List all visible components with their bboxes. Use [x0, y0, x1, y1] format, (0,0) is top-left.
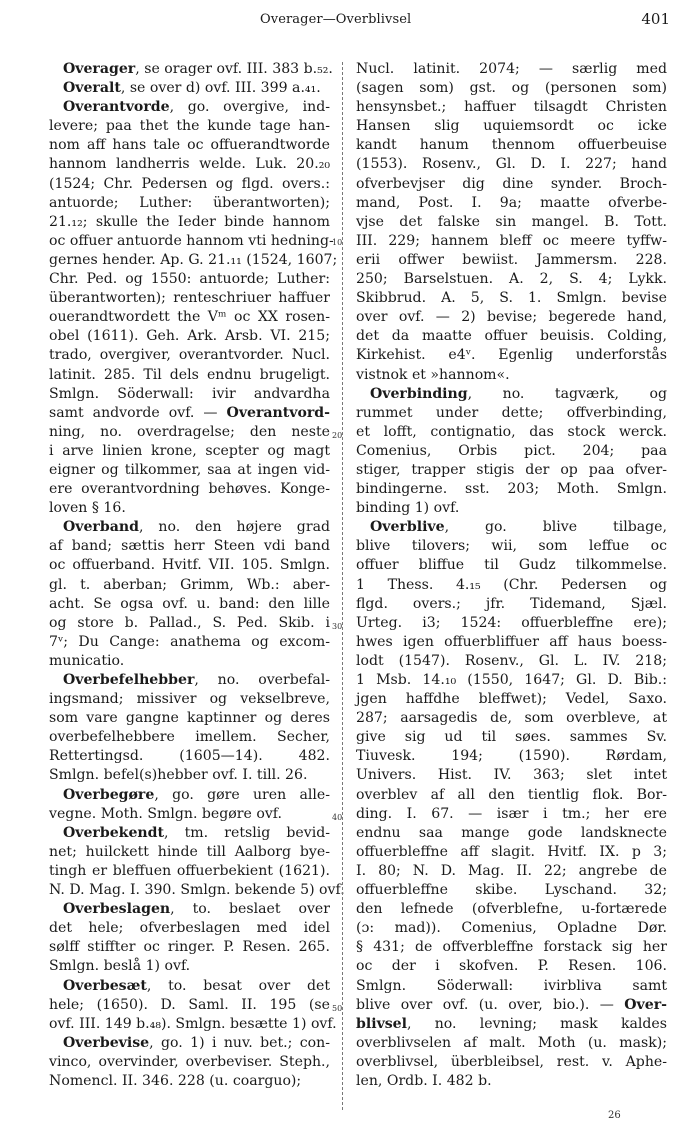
text-line: acht. Se ogsa ovf. u. band: den lille	[49, 595, 330, 612]
text-line: ofverbevjser dig dine synder. Broch-	[356, 175, 667, 192]
text-line: Kirkehist. e4ᵛ. Egenlig underforstås	[356, 347, 667, 364]
lemma-headword: Overblive	[370, 519, 445, 536]
text-line: trado, overgiver, overantvorder. Nucl.	[49, 347, 330, 364]
text-line: ovf. III. 149 b.₄₈). Smlgn. besætte 1) ovf.	[49, 1015, 337, 1032]
text-line: 7ᵛ; Du Cange: anathema og excom-	[49, 633, 330, 650]
text-line: give sig ud til søes. sammes Sv.	[356, 729, 667, 746]
text-line: som vare gangne kaptinner og deres	[49, 710, 330, 727]
text-line: Overbevise, go. 1) i nuv. bet.; con-	[63, 1034, 330, 1051]
text-line: Smlgn. beslå 1) ovf.	[49, 958, 191, 975]
text-line: vegne. Moth. Smlgn. begøre ovf.	[49, 805, 282, 822]
text-line: vinco, overvinder, overbeviser. Steph.,	[49, 1053, 330, 1070]
text-line: I. 80; N. D. Mag. II. 22; angrebe de	[356, 862, 667, 879]
text-line: Urteg. i3; 1524: offuerbleffne ere);	[356, 614, 667, 631]
text-line: Smlgn. Söderwall: ivir andvardha	[49, 385, 330, 402]
text-line: lodt (1547). Rosenv., Gl. L. IV. 218;	[356, 652, 667, 669]
text-line: (ɔ: mad)). Comenius, Opladne Dør.	[356, 920, 667, 937]
text-line: offuerbleffne aff slagit. Hvitf. IX. p 3;	[356, 843, 667, 860]
running-title: Overager—Overblivsel	[260, 12, 412, 27]
margin-line-number: 40	[332, 813, 343, 822]
text-line: Hansen slig uquiemsordt oc icke	[356, 118, 667, 135]
text-line: binding 1) ovf.	[356, 500, 460, 517]
text-line: len, Ordb. I. 482 b.	[356, 1072, 492, 1089]
text-line: af band; sættis herr Steen vdi band	[49, 538, 330, 555]
text-line: latinit. 285. Til dels endnu brugeligt.	[49, 366, 330, 383]
text-line: et lofft, contignatio, das stock werck.	[356, 423, 667, 440]
signature-mark: 26	[608, 1110, 621, 1121]
text-line: overblivselen af malt. Moth (u. mask);	[356, 1034, 667, 1051]
text-line: jgen haffdhe bleffwet); Vedel, Saxo.	[356, 691, 667, 708]
lemma-headword: Overband	[63, 519, 139, 536]
lemma-headword: Overbevise	[63, 1034, 150, 1051]
text-line: obel (1611). Geh. Ark. Arsb. VI. 215;	[49, 328, 330, 345]
lemma-headword: Overantvord-	[226, 404, 331, 421]
lemma-headword: Overbinding	[370, 385, 468, 402]
text-line: hele; (1650). D. Saml. II. 195 (se	[49, 996, 330, 1013]
text-line: Overbefelhebber, no. overbefal-	[63, 672, 330, 688]
text-line: oc offuer antuorde hannom vti hedning-	[49, 232, 334, 249]
text-line: Overbegøre, go. gøre uren alle-	[63, 786, 330, 803]
text-line: Overblive, go. blive tilbage,	[370, 519, 667, 536]
text-line: rummet under dette; offverbinding,	[356, 404, 667, 421]
text-line: N. D. Mag. I. 390. Smlgn. bekende 5) ovf.	[49, 882, 345, 899]
text-line: Univers. Hist. IV. 363; slet intet	[356, 767, 667, 784]
text-line: kandt hanum thennom offuerbeuise	[356, 137, 667, 154]
lemma-headword: Overbesæt	[63, 977, 147, 994]
text-line: flgd. overs.; jfr. Tidemand, Sjæl.	[356, 595, 667, 612]
text-line: ere overantvordning behøves. Konge-	[49, 481, 330, 498]
column-divider	[342, 62, 343, 1110]
text-line: levere; paa thet the kunde tage han-	[49, 118, 330, 135]
text-line: vistnok et »hannom«.	[356, 366, 510, 383]
text-line: oc der i skofven. P. Resen. 106.	[356, 958, 667, 975]
text-line: samt andvorde ovf. — Overantvord-	[49, 404, 331, 421]
text-line: Nomencl. II. 346. 228 (u. coarguo);	[49, 1072, 302, 1089]
text-line: hwes igen offuerbliffuer aff haus boess-	[356, 633, 667, 650]
text-line: Overbeslagen, to. beslaet over	[63, 901, 330, 918]
text-line: offuer bliffue til Gudz tilkommelse.	[356, 557, 667, 574]
text-line: oc offuerband. Hvitf. VII. 105. Smlgn.	[49, 557, 330, 574]
text-line: loven § 16.	[49, 500, 126, 517]
text-line: overblivsel, überbleibsel, rest. v. Aphe-	[356, 1053, 667, 1070]
lemma-headword: Overager	[63, 61, 136, 77]
text-line: municatio.	[49, 652, 125, 669]
lemma-headword: Overalt	[63, 80, 121, 97]
text-line: Comenius, Orbis pict. 204; paa	[356, 442, 667, 459]
text-line: (1524; Chr. Pedersen og flgd. overs.:	[49, 175, 330, 192]
lemma-headword: Overantvorde	[63, 99, 170, 116]
text-line: ingsmand; missiver og vekselbreve,	[49, 691, 330, 708]
lemma-headword: Overbeslagen	[63, 901, 171, 918]
text-line: nom aff hans tale oc offuerandtworde	[49, 137, 330, 154]
text-line: antuorde; Luther: überantworten);	[49, 194, 330, 211]
text-line: hannom landherris welde. Luk. 20.₂₀	[49, 156, 330, 173]
page-number: 401	[641, 10, 670, 28]
margin-line-number: 30	[332, 622, 343, 631]
text-line: ouerandtwordett the Vᵐ oc XX rosen-	[49, 309, 330, 326]
text-line: Rettertingsd. (1605—14). 482.	[49, 748, 330, 765]
text-line: Smlgn. befel(s)hebber ovf. I. till. 26.	[49, 767, 308, 784]
text-line: Overalt, se over d) ovf. III. 399 a.₄₁.	[63, 80, 321, 97]
text-line: vjse det falske sin mangel. B. Tott.	[356, 213, 667, 230]
text-line: net; huilckett hinde till Aalborg bye-	[49, 843, 330, 860]
lemma-headword: Overbekendt	[63, 824, 165, 841]
text-line: det da maatte offuer beuisis. Colding,	[356, 328, 667, 345]
lemma-headword: Overbefelhebber	[63, 672, 195, 688]
right-column	[356, 60, 667, 1091]
text-line: overblev af all den tientlig flok. Bor-	[356, 786, 667, 803]
text-line: Overbinding, no. tagværk, og	[370, 385, 667, 402]
text-line: Overager, se orager ovf. III. 383 b.₅₂.	[63, 61, 333, 77]
text-line: den lefnede (ofverblefne, u-fortærede	[356, 901, 667, 918]
text-line: overbefelhebbere imellem. Secher,	[49, 729, 330, 746]
text-line: 250; Barselstuen. A. 2, S. 4; Lykk.	[356, 271, 667, 288]
lemma-headword: Over-	[624, 996, 667, 1013]
text-line: eigner og tilkommer, saa at ingen vid-	[49, 461, 330, 478]
text-line: i arve linien krone, scepter og magt	[49, 442, 330, 459]
margin-line-number: 50	[332, 1004, 343, 1013]
text-line: Smlgn. Söderwall: ivirbliva samt	[356, 977, 667, 994]
text-line: det hele; ofverbeslagen med idel	[49, 920, 330, 937]
text-line: 21.₁₂; skulle the Ieder binde hannom	[49, 213, 330, 230]
text-line: stiger, trapper stigis der op paa ofver-	[356, 461, 667, 478]
text-line: over ovf. — 2) bevise; begerede hand,	[356, 309, 667, 326]
lemma-headword: Overbegøre	[63, 786, 155, 803]
text-line: blive over ovf. (u. over, bio.). — Over-	[356, 996, 667, 1013]
text-line: Overantvorde, go. overgive, ind-	[63, 99, 330, 116]
text-line: 1 Msb. 14.₁₀ (1550, 1647; Gl. D. Bib.:	[356, 672, 667, 688]
text-line: Nucl. latinit. 2074; — særlig med	[356, 61, 667, 77]
text-line: offuerbleffne skibe. Lyschand. 32;	[356, 882, 667, 899]
text-line: endnu saa mange gode landsknecte	[356, 824, 667, 841]
text-line: 287; aarsagedis de, som overbleve, at	[356, 710, 667, 727]
text-line: Overband, no. den højere grad	[63, 519, 330, 536]
text-line: gernes hender. Ap. G. 21.₁₁ (1524, 1607;	[49, 251, 338, 268]
text-line: überantworten); renteschriuer haffuer	[49, 290, 330, 307]
text-line: (1553). Rosenv., Gl. D. I. 227; hand	[356, 156, 667, 173]
margin-line-number: 20	[332, 431, 343, 440]
text-line: (sagen som) gst. og (personen som)	[356, 80, 667, 97]
text-line: tingh er bleffuen offuerbekient (1621).	[49, 862, 330, 879]
text-line: mand, Post. I. 9a; maatte ofverbe-	[356, 194, 667, 211]
text-line: Chr. Ped. og 1550: antuorde; Luther:	[49, 271, 330, 288]
lemma-headword: blivsel	[356, 1015, 408, 1032]
text-line: § 431; de offverbleffne forstack sig her	[356, 939, 667, 956]
text-line: hensynsbet.; haffuer tilsagdt Christen	[356, 99, 667, 116]
text-line: III. 229; hannem bleff oc meere tyffw-	[356, 232, 667, 249]
text-line: bindingerne. sst. 203; Moth. Smlgn.	[356, 481, 667, 498]
text-line: 1 Thess. 4.₁₅ (Chr. Pedersen og	[356, 576, 667, 593]
text-line: Skibbrud. A. 5, S. 1. Smlgn. bevise	[356, 290, 667, 307]
text-line: erii offwer bewiist. Jammersm. 228.	[356, 251, 667, 268]
text-line: ning, no. overdragelse; den neste	[49, 423, 330, 440]
text-line: blive tilovers; wii, som leffue oc	[356, 538, 667, 555]
text-line: ding. I. 67. — især i tm.; her ere	[356, 805, 667, 822]
margin-line-number: 10	[332, 238, 343, 247]
text-line: sølff stiffter oc ringer. P. Resen. 265.	[49, 939, 330, 956]
text-line: Overbesæt, to. besat over det	[63, 977, 330, 994]
text-line: Overbekendt, tm. retslig bevid-	[63, 824, 330, 841]
text-line: Tiuvesk. 194; (1590). Rørdam,	[356, 748, 667, 765]
text-line: gl. t. aberban; Grimm, Wb.: aber-	[49, 576, 330, 593]
text-line: og store b. Pallad., S. Ped. Skib. i	[49, 614, 330, 631]
page-header	[0, 10, 683, 32]
text-line: blivsel, no. levning; mask kaldes	[356, 1015, 667, 1032]
